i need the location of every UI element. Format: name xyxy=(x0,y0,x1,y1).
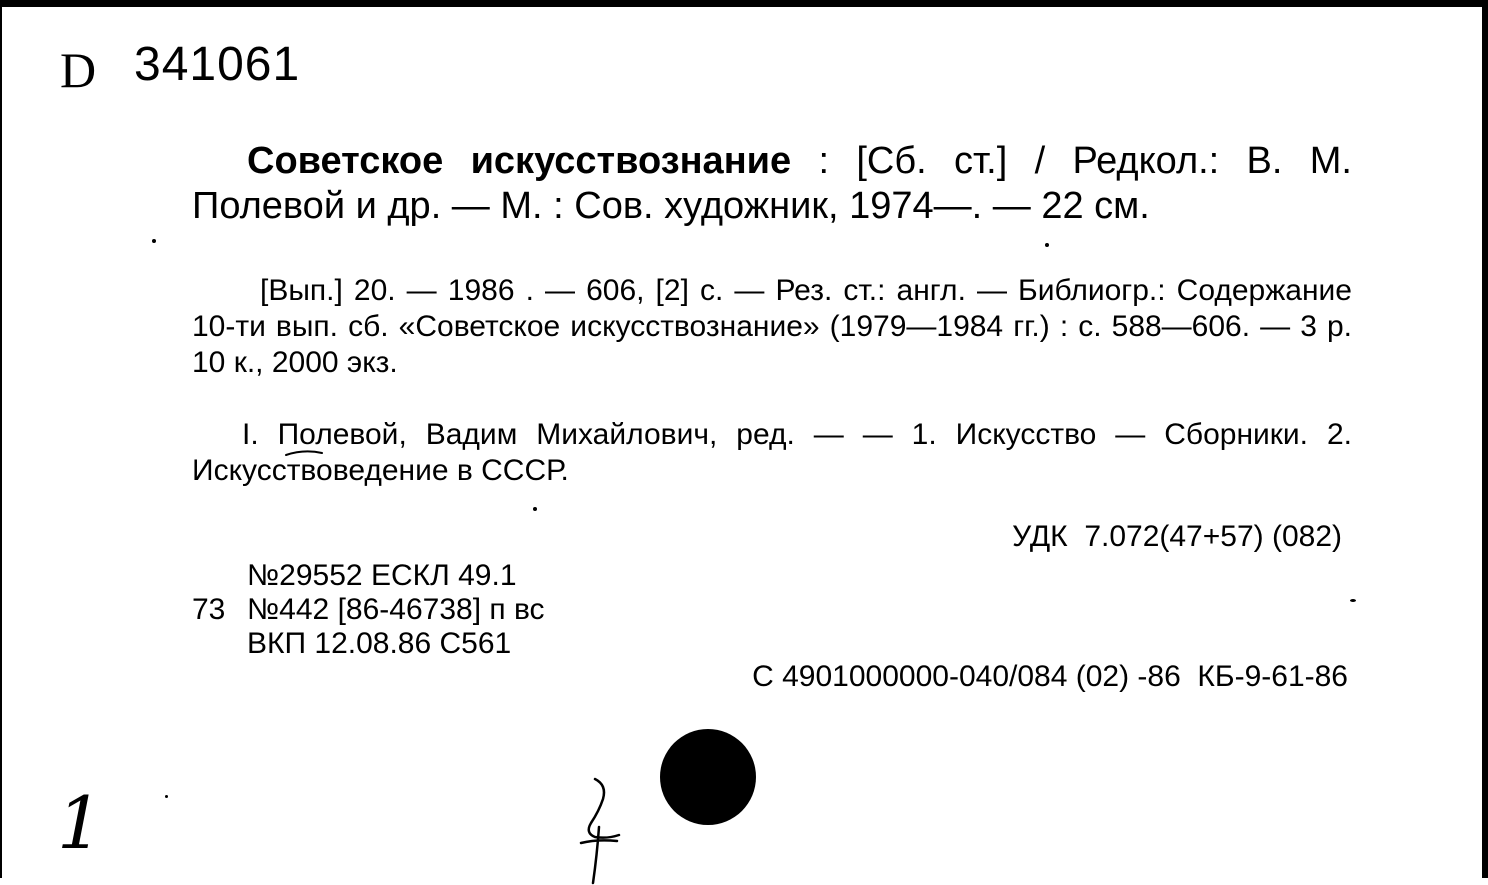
registration-line-1-text: №29552 ЕСКЛ 49.1 xyxy=(247,559,517,592)
volume-description-text: [Вып.] 20. — 1986 . — 606, [2] с. — Рез. ст.: англ. — Библиогр.: Содержание 10-ти вып. сб. «Советское искусствознание» (1979—1984 гг.) : с. 588—606. — 3 р. 10 к., 2000 экз. xyxy=(192,274,1352,379)
speck xyxy=(165,795,168,798)
speck xyxy=(1350,599,1356,602)
speck xyxy=(533,507,537,511)
main-title: Советское искусствознание xyxy=(247,140,792,182)
price-code: С 4901000000-040/084 (02) -86 КБ-9-61-86 xyxy=(752,660,1348,693)
subject-headings-text: I. Полевой, Вадим Михайлович, ред. — — 1. Искусство — Сборники. 2. Искусствоведение в СССР. xyxy=(192,418,1352,487)
subject-headings xyxy=(192,417,1352,489)
main-description xyxy=(192,139,1352,229)
volume-description xyxy=(192,273,1352,381)
punch-hole xyxy=(660,729,756,825)
speck xyxy=(1045,243,1049,247)
main-description-rest: : [Сб. ст.] / Редкол.: В. М. Полевой и др. — М. : Сов. художник, 1974—. — 22 см. xyxy=(192,140,1352,227)
udc-classification: УДК 7.072(47+57) (082) xyxy=(1012,520,1342,553)
registration-line-1 xyxy=(192,559,545,593)
registration-block xyxy=(192,559,545,661)
handwritten-number: 1 xyxy=(57,781,103,865)
handwritten-mark xyxy=(577,777,637,885)
underline-mark xyxy=(284,447,324,461)
registration-line-2-text: №442 [86-46738] п вс xyxy=(247,593,545,626)
registration-line-3-text: ВКП 12.08.86 С561 xyxy=(247,627,512,660)
call-number: 341061 xyxy=(134,38,301,91)
speck xyxy=(152,239,156,243)
call-letter: D xyxy=(60,42,97,98)
registration-line-2 xyxy=(192,593,545,627)
registration-line-3 xyxy=(192,627,545,661)
registration-line-2-prefix: 73 xyxy=(192,593,226,626)
